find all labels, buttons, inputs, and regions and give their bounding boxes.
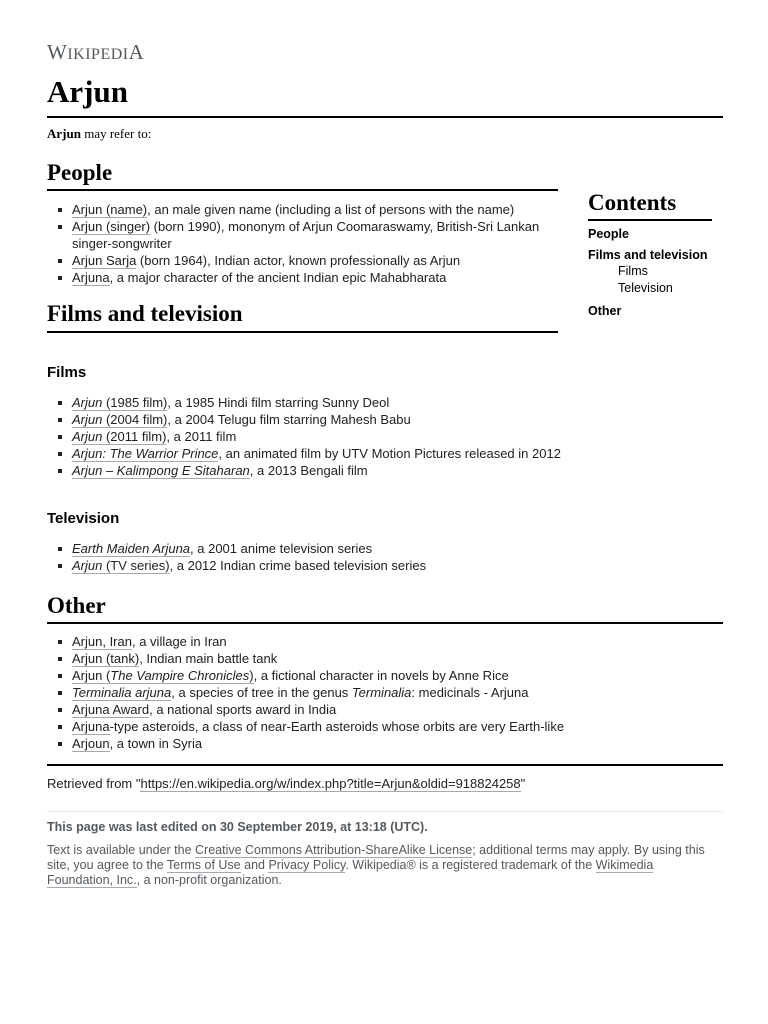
tv-link[interactable] (72, 558, 170, 574)
list-item (47, 411, 577, 428)
item-description: , a species of tree in the genus (171, 685, 352, 700)
film-link-title: Arjun (72, 429, 103, 444)
list-item (47, 667, 723, 684)
item-description: , an male given name (including a list of persons with the name) (147, 202, 515, 217)
retrieved-from (47, 776, 525, 791)
film-link[interactable] (72, 412, 167, 428)
other-link[interactable] (72, 685, 171, 701)
list-item (47, 201, 577, 218)
item-description: , a national sports award in India (149, 702, 337, 717)
other-link-italic: The Vampire Chronicles (110, 668, 250, 683)
tv-link-qualifier: (TV series) (102, 558, 170, 573)
privacy-policy-link[interactable]: Privacy Policy (268, 858, 346, 872)
film-link-title: Arjun (72, 412, 103, 427)
list-item (47, 445, 577, 462)
intro-text (47, 126, 151, 142)
people-link[interactable]: Arjun Sarja (72, 253, 137, 268)
films-list (47, 394, 577, 479)
list-item (47, 650, 723, 667)
subheading-films: Films (47, 364, 87, 381)
list-item (47, 557, 577, 574)
toc-item-films-and-television[interactable]: Films and television (588, 248, 708, 262)
section-heading-films-and-television: Films and television (47, 301, 243, 326)
logo-middle: IKIPEDI (67, 46, 129, 63)
other-list (47, 633, 723, 752)
film-link[interactable] (72, 429, 166, 445)
item-description: (born 1990), mononym of Arjun Coomaraswamy, British-Sri Lankan singer-songwriter (72, 219, 540, 251)
intro-bold: Arjun (47, 126, 81, 141)
film-link-qualifier: (2011 film) (102, 429, 167, 444)
last-edited-notice: This page was last edited on 30 September 2019, at 13:18 (UTC). (47, 820, 428, 834)
toc-divider (588, 219, 712, 221)
people-list (47, 201, 577, 286)
list-item (47, 462, 577, 479)
list-item (47, 633, 723, 650)
item-description: , Indian main battle tank (139, 651, 278, 666)
tv-link-title: Earth Maiden Arjuna (72, 541, 191, 556)
genus-name: Terminalia (351, 685, 412, 700)
footer-divider (47, 764, 723, 766)
wikimedia-foundation-link[interactable]: Wikimedia Foundation, Inc. (47, 858, 654, 887)
license-text: , a non-profit organization. (136, 873, 282, 887)
item-description: , a fictional character in novels by Anne Rice (253, 668, 509, 683)
logo-a: A (128, 40, 145, 64)
item-description: , a 1985 Hindi film starring Sunny Deol (167, 395, 390, 410)
title-divider (47, 116, 723, 118)
retrieved-prefix: Retrieved from " (47, 776, 141, 791)
film-link-title: Arjun (72, 395, 103, 410)
license-text: and (240, 858, 269, 872)
item-description: , a 2011 film (166, 429, 237, 444)
film-link[interactable] (72, 463, 250, 479)
cc-license-link[interactable]: Creative Commons Attribution-ShareAlike License (195, 843, 473, 857)
people-link[interactable]: Arjun (name) (72, 202, 148, 217)
film-link-title: Arjun – Kalimpong E Sitaharan (72, 463, 250, 478)
item-description: , a major character of the ancient Indian epic Mahabharata (109, 270, 447, 285)
other-link[interactable]: Arjun, Iran (72, 634, 132, 649)
toc-item-films[interactable]: Films (618, 264, 648, 278)
other-link-text: Arjun ( (72, 668, 111, 683)
item-description: , a 2004 Telugu film starring Mahesh Babu (167, 412, 411, 427)
list-item (47, 218, 577, 252)
film-link-qualifier: (1985 film) (102, 395, 168, 410)
page-title: Arjun (47, 74, 128, 109)
license-text: Text is available under the (47, 843, 196, 857)
other-link-close: ) (249, 668, 254, 683)
item-description: , a 2001 anime television series (190, 541, 373, 556)
list-item (47, 735, 723, 752)
film-link[interactable] (72, 446, 218, 462)
license-notice (47, 843, 717, 888)
list-item (47, 684, 723, 701)
list-item (47, 540, 577, 557)
section-divider-films (47, 331, 558, 333)
toc-heading: Contents (588, 190, 677, 215)
film-link-title: Arjun: The Warrior Prince (72, 446, 219, 461)
section-heading-other: Other (47, 593, 106, 618)
section-divider-other (47, 622, 723, 624)
other-link-italic: Terminalia arjuna (72, 685, 172, 700)
list-item (47, 428, 577, 445)
license-text: ; additional terms may apply. By using this site, you agree to the (47, 843, 705, 872)
logo-w: W (47, 40, 68, 64)
film-link[interactable] (72, 395, 167, 411)
list-item (47, 252, 577, 269)
list-item (47, 269, 577, 286)
people-link[interactable]: Arjuna (72, 270, 110, 285)
retrieved-url-link[interactable]: https://en.wikipedia.org/w/index.php?title=Arjun&oldid=918824258 (140, 776, 521, 791)
other-link[interactable]: Arjuna Award (72, 702, 150, 717)
intro-rest: may refer to: (80, 126, 152, 141)
toc-item-other[interactable]: Other (588, 304, 622, 318)
item-description: , a 2012 Indian crime based television series (169, 558, 427, 573)
subheading-television: Television (47, 510, 120, 527)
people-link[interactable]: Arjun (singer) (72, 219, 151, 234)
film-link-qualifier: (2004 film) (102, 412, 168, 427)
list-item (47, 701, 723, 718)
footer-thin-divider (47, 811, 723, 812)
other-link[interactable] (72, 668, 254, 684)
retrieved-suffix: " (520, 776, 526, 791)
other-link[interactable]: Arjun (tank) (72, 651, 140, 666)
list-item (47, 394, 577, 411)
wikipedia-logo[interactable] (47, 40, 144, 65)
item-description: (born 1964), Indian actor, known professionally as Arjun (136, 253, 461, 268)
television-list (47, 540, 577, 574)
toc-item-television[interactable]: Television (618, 281, 673, 295)
list-item (47, 718, 723, 735)
section-heading-people: People (47, 160, 113, 185)
item-description: , a village in Iran (131, 634, 227, 649)
other-link[interactable]: Arjuna (72, 719, 110, 734)
item-description: , a town in Syria (109, 736, 203, 751)
license-text: . Wikipedia® is a registered trademark of the (345, 858, 596, 872)
item-description-tail: : medicinals - Arjuna (411, 685, 529, 700)
tv-link-title: Arjun (72, 558, 103, 573)
toc-item-people[interactable]: People (588, 227, 629, 241)
item-description: , a 2013 Bengali film (249, 463, 368, 478)
section-divider-people (47, 189, 558, 191)
terms-of-use-link[interactable]: Terms of Use (167, 858, 241, 872)
tv-link[interactable] (72, 541, 190, 557)
other-link[interactable]: Arjoun (72, 736, 110, 751)
item-description: -type asteroids, a class of near-Earth asteroids whose orbits are very Earth-like (109, 719, 565, 734)
item-description: , an animated film by UTV Motion Pictures released in 2012 (218, 446, 561, 461)
